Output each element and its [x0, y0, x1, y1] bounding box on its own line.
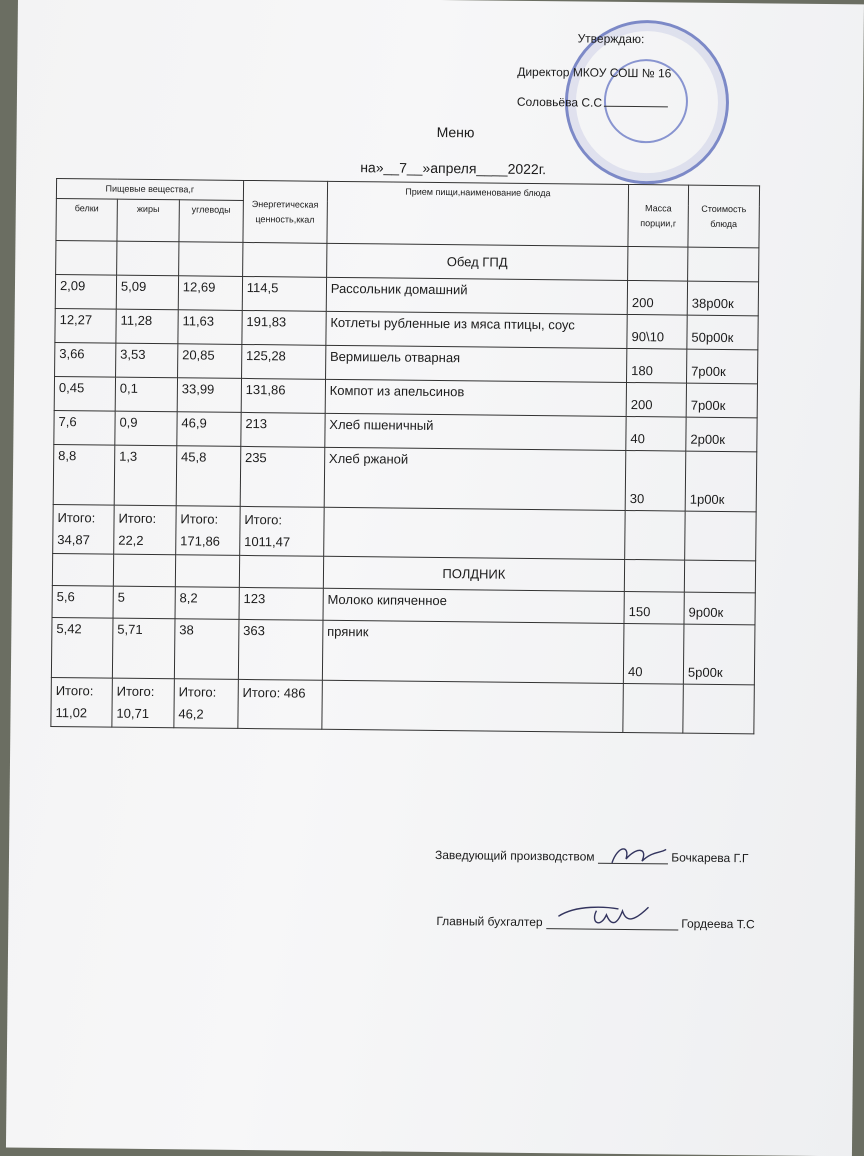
empty-cell: [623, 683, 683, 733]
dish-cell: Вермишель отварная: [325, 345, 627, 382]
fats-cell: 0,1: [115, 377, 177, 412]
cost-cell: 7р00к: [687, 349, 758, 384]
mass-cell: 90\10: [627, 314, 687, 349]
signature-line: [604, 106, 668, 108]
empty-cell: [239, 555, 323, 588]
production-signature: [435, 848, 749, 865]
proteins-cell: 7,6: [54, 410, 115, 445]
carbs-header: углеводы: [179, 200, 243, 243]
carbs-cell: 20,85: [177, 344, 241, 379]
carbs-cell: 45,8: [176, 446, 241, 507]
fats-cell: 5: [113, 586, 175, 619]
mass-cell: 40: [626, 416, 686, 451]
energy-cell: 123: [239, 587, 323, 620]
dish-cell: Молоко кипяченное: [323, 588, 625, 623]
cost-cell: 7р00к: [686, 383, 757, 418]
carbs-cell: 8,2: [175, 587, 239, 620]
cost-cell: 9р00к: [684, 592, 755, 625]
director-title: Директор МКОУ СОШ № 16: [517, 64, 672, 81]
fats-cell: 0,9: [115, 411, 177, 446]
fats-header: жиры: [117, 199, 179, 242]
empty-cell: [178, 242, 242, 277]
fats-cell: 5,71: [112, 618, 175, 679]
proteins-cell: 12,27: [55, 308, 116, 343]
empty-cell: [242, 242, 326, 277]
empty-cell: [688, 247, 759, 282]
cost-cell: 5р00к: [683, 624, 755, 685]
table-row: [51, 617, 755, 684]
total-cell: Итого: 11,02: [51, 677, 112, 727]
energy-cell: 114,5: [242, 276, 326, 311]
empty-cell: [117, 241, 179, 276]
mass-cell: 200: [626, 382, 686, 417]
mass-cell: 200: [627, 280, 687, 315]
empty-cell: [685, 511, 757, 561]
section-title: Обед ГПД: [326, 243, 628, 280]
mass-cell: 40: [623, 623, 684, 684]
energy-header: Энергетическая ценность,ккал: [243, 180, 328, 243]
handwritten-signature-icon: [556, 902, 656, 933]
proteins-cell: 3,66: [55, 342, 116, 377]
dish-cell: Компот из апельсинов: [325, 379, 627, 416]
mass-cell: 30: [625, 450, 686, 511]
accountant-signature: [436, 914, 754, 931]
dish-cell: Котлеты рубленные из мяса птицы, соус: [326, 311, 628, 348]
table-row: [53, 444, 757, 511]
accountant-name: Гордеева Т.С: [681, 916, 755, 932]
empty-cell: [52, 553, 113, 586]
energy-cell: 213: [241, 412, 325, 447]
director-signature-row: [517, 95, 668, 111]
handwritten-signature-icon: [608, 843, 668, 868]
menu-table: [50, 178, 760, 734]
section-title: ПОЛДНИК: [323, 556, 625, 591]
nutrients-header: Пищевые вещества,г: [56, 178, 243, 200]
empty-cell: [628, 246, 688, 281]
cost-header: Стоимость блюда: [688, 185, 760, 248]
fats-cell: 1,3: [114, 445, 177, 506]
fats-cell: 5,09: [116, 275, 178, 310]
empty-cell: [624, 559, 684, 592]
proteins-header: белки: [56, 198, 117, 241]
mass-header: Масса порции,г: [628, 184, 689, 247]
proteins-cell: 8,8: [53, 444, 115, 505]
dish-cell: Хлеб ржаной: [324, 447, 626, 510]
dish-cell: Хлеб пшеничный: [325, 413, 627, 450]
accountant-label: Главный бухгалтер: [436, 914, 543, 930]
energy-cell: 363: [238, 619, 323, 680]
proteins-cell: 2,09: [55, 274, 116, 309]
proteins-cell: 5,42: [51, 617, 113, 678]
energy-cell: 131,86: [241, 378, 325, 413]
empty-cell: [175, 555, 239, 588]
empty-cell: [625, 510, 685, 560]
production-label: Заведующий производством: [434, 847, 595, 864]
energy-cell: 125,28: [241, 344, 325, 379]
total-cell: Итого: 171,86: [176, 506, 240, 556]
director-name: Соловьёва С.С: [516, 94, 603, 110]
carbs-cell: 11,63: [178, 310, 242, 345]
document-page: [6, 0, 864, 1156]
dish-cell: пряник: [322, 620, 624, 683]
page-title: Меню: [436, 123, 475, 141]
mass-cell: 180: [627, 348, 687, 383]
empty-cell: [683, 684, 755, 734]
carbs-cell: 12,69: [178, 276, 242, 311]
approval-label: Утверждаю:: [577, 31, 645, 47]
empty-cell: [113, 554, 175, 587]
date-line: на»__7__»апреля____2022г.: [360, 159, 547, 178]
dish-cell: Рассольник домашний: [326, 277, 628, 314]
dish-header: Прием пищи,наименование блюда: [327, 181, 629, 246]
empty-cell: [323, 507, 625, 559]
cost-cell: 50р00к: [687, 315, 758, 350]
proteins-cell: 5,6: [52, 585, 113, 618]
total-cell: Итого: 1011,47: [239, 506, 323, 556]
accountant-signature-line: [546, 928, 678, 930]
fats-cell: 3,53: [115, 343, 177, 378]
total-row: [53, 504, 756, 560]
total-cell: Итого: 10,71: [112, 678, 174, 728]
empty-cell: [684, 560, 755, 593]
cost-cell: 1р00к: [685, 451, 757, 512]
cost-cell: 38р00к: [687, 281, 758, 316]
cost-cell: 2р00к: [686, 417, 757, 452]
energy-cell: 235: [240, 446, 325, 507]
total-row: [51, 677, 754, 733]
empty-cell: [56, 240, 117, 275]
proteins-cell: 0,45: [54, 376, 115, 411]
carbs-cell: 33,99: [177, 378, 241, 413]
carbs-cell: 46,9: [177, 412, 241, 447]
carbs-cell: 38: [174, 619, 239, 680]
mass-cell: 150: [624, 591, 684, 624]
energy-cell: 191,83: [242, 310, 326, 345]
total-cell: Итого: 22,2: [114, 505, 176, 555]
total-cell: Итого: 46,2: [174, 679, 238, 729]
production-signature-line: [598, 863, 668, 865]
production-name: Бочкарева Г.Г: [671, 850, 749, 866]
total-cell: Итого: 486: [238, 679, 322, 729]
total-cell: Итого: 34,87: [53, 504, 114, 554]
menu-body: [51, 240, 759, 733]
fats-cell: 11,28: [116, 309, 178, 344]
empty-cell: [322, 680, 624, 732]
